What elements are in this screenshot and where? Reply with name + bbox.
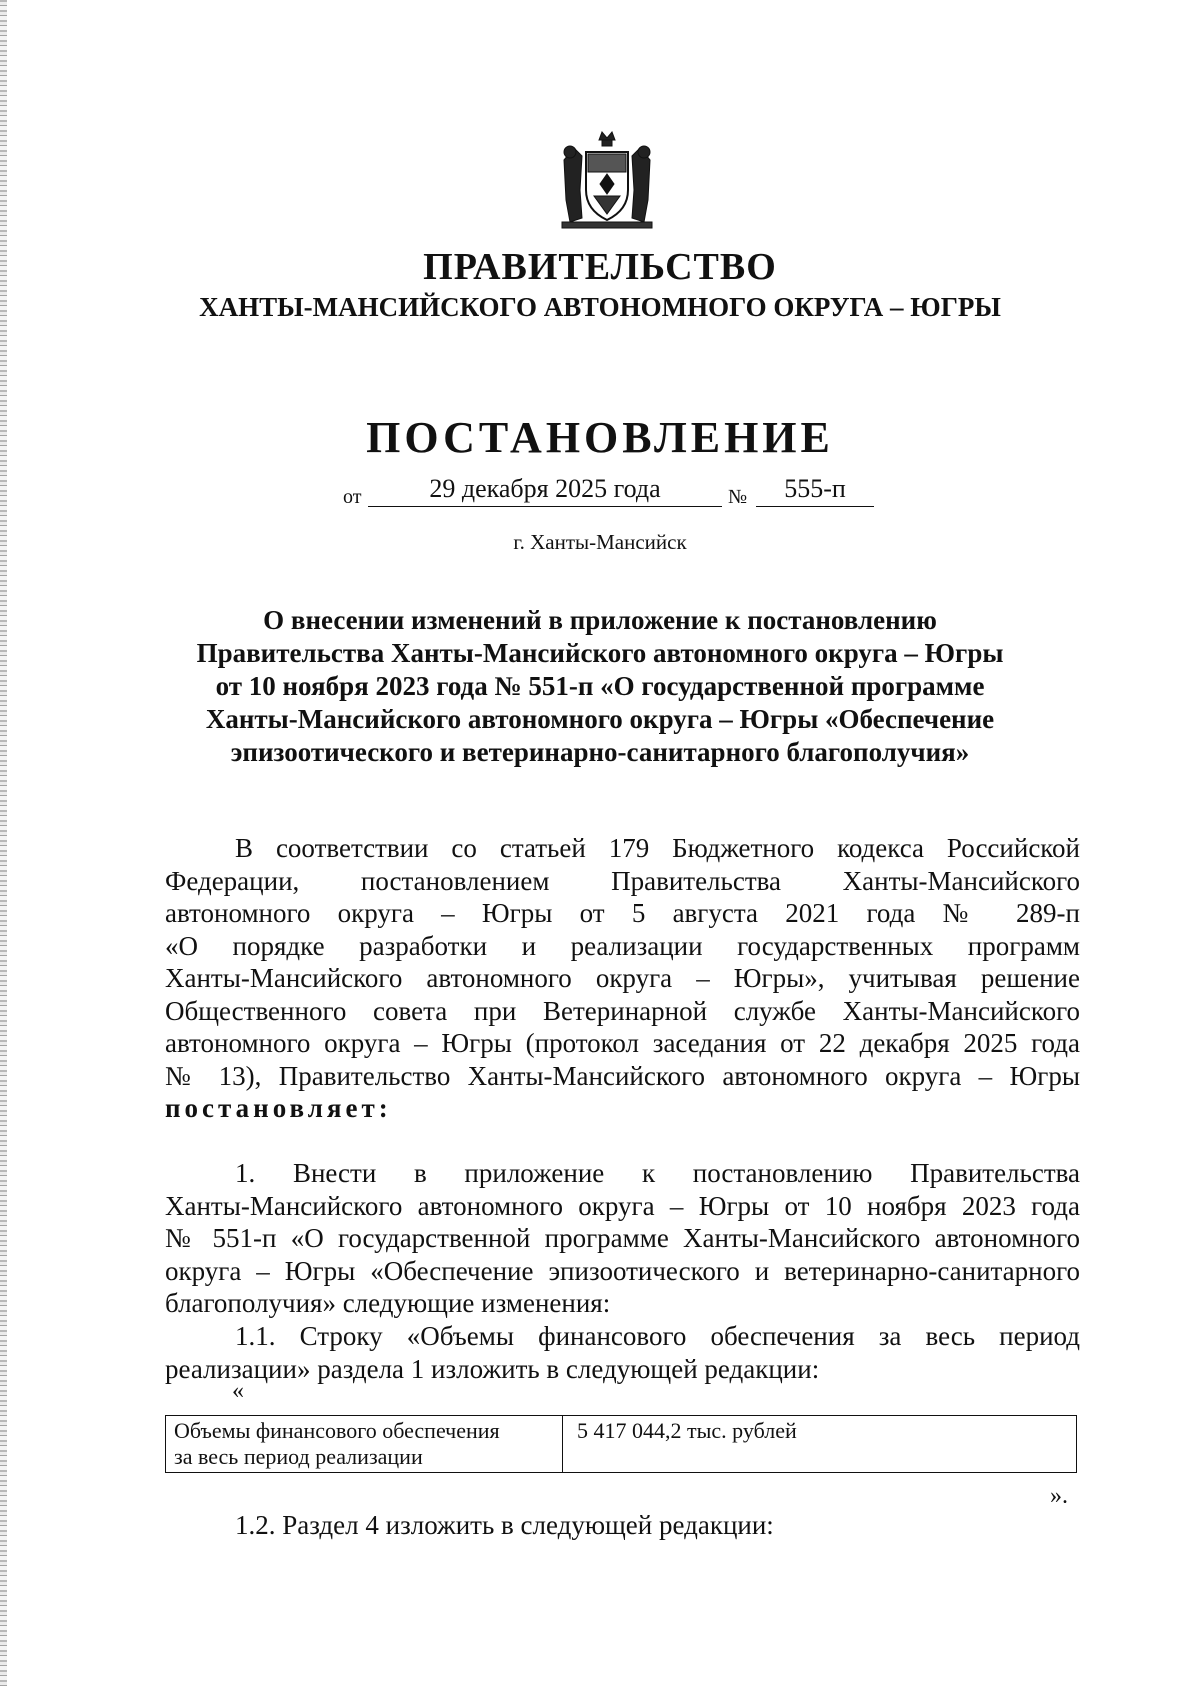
paragraph-line: 1. Внести в приложение к постановлению Правительства xyxy=(235,1158,1080,1188)
document-date: 29 декабря 2025 года xyxy=(368,474,722,507)
paragraph-line: В соответствии со статьей 179 Бюджетного кодекса Российской xyxy=(235,833,1080,863)
preamble-paragraph xyxy=(165,832,1080,1125)
number-label: № xyxy=(728,486,748,508)
subject-line: О внесении изменений в приложение к постановлению xyxy=(263,605,937,635)
decree-word: постановляет: xyxy=(165,1093,392,1123)
paragraph-line: 1.1. Строку «Объемы финансового обеспечения за весь период xyxy=(235,1321,1080,1351)
quote-close: ». xyxy=(1050,1483,1068,1509)
financing-label-line: за весь период реализации xyxy=(174,1444,423,1469)
date-number-row xyxy=(0,474,1200,514)
paragraph-line: «О порядке разработки и реализации государственных программ xyxy=(165,930,1080,961)
paragraph-line: автономного округа – Югры (протокол заседания от 22 декабря 2025 года xyxy=(165,1028,1080,1058)
paragraph-line: округа – Югры «Обеспечение эпизоотического и ветеринарно-санитарного xyxy=(165,1255,1080,1286)
coat-of-arms-icon xyxy=(552,130,662,230)
financing-table xyxy=(165,1415,1077,1473)
clause-1-2-text: 1.2. Раздел 4 изложить в следующей редакции: xyxy=(235,1510,774,1540)
paragraph-line: Федерации, постановлением Правительства Ханты-Мансийского xyxy=(165,865,1080,896)
clause-1-paragraph xyxy=(165,1157,1080,1320)
paragraph-line: благополучия» следующие изменения: xyxy=(165,1288,611,1318)
subject-line: Правительства Ханты-Мансийского автономного округа – Югры xyxy=(196,638,1004,668)
paragraph-line: Общественного совета при Ветеринарной службе Ханты-Мансийского xyxy=(165,995,1080,1026)
paragraph-line: № 13), Правительство Ханты-Мансийского автономного округа – Югры xyxy=(165,1060,1080,1091)
paragraph-line: автономного округа – Югры от 5 августа 2021 года № 289-п xyxy=(165,898,1080,928)
government-title: ПРАВИТЕЛЬСТВО xyxy=(423,246,777,288)
subject-line: от 10 ноября 2023 года № 551-п «О государственной программе xyxy=(215,671,985,701)
paragraph-line: реализации» раздела 1 изложить в следующей редакции: xyxy=(165,1353,820,1384)
document-type: ПОСТАНОВЛЕНИЕ xyxy=(366,413,834,462)
document-subject xyxy=(150,604,1050,769)
financing-label-line: Объемы финансового обеспечения xyxy=(174,1418,500,1443)
financing-value-cell: 5 417 044,2 тыс. рублей xyxy=(577,1418,797,1443)
paragraph-line: № 551-п «О государственной программе Ханты-Мансийского автономного xyxy=(165,1223,1080,1253)
document-number: 555-п xyxy=(756,474,874,507)
paragraph-line: Ханты-Мансийского автономного округа – Югры», учитывая решение xyxy=(165,963,1080,993)
quote-open: « xyxy=(232,1378,244,1404)
subject-line: эпизоотического и ветеринарно-санитарного благополучия» xyxy=(230,737,970,767)
from-label: от xyxy=(343,486,362,508)
government-subtitle: ХАНТЫ-МАНСИЙСКОГО АВТОНОМНОГО ОКРУГА – ЮГРЫ xyxy=(199,292,1001,322)
paragraph-line: Ханты-Мансийского автономного округа – Югры от 10 ноября 2023 года xyxy=(165,1190,1080,1221)
financing-label-cell xyxy=(166,1416,563,1472)
clause-1-1-paragraph xyxy=(165,1320,1080,1385)
city: г. Ханты-Мансийск xyxy=(513,530,687,554)
subject-line: Ханты-Мансийского автономного округа – Югры «Обеспечение xyxy=(205,704,995,734)
